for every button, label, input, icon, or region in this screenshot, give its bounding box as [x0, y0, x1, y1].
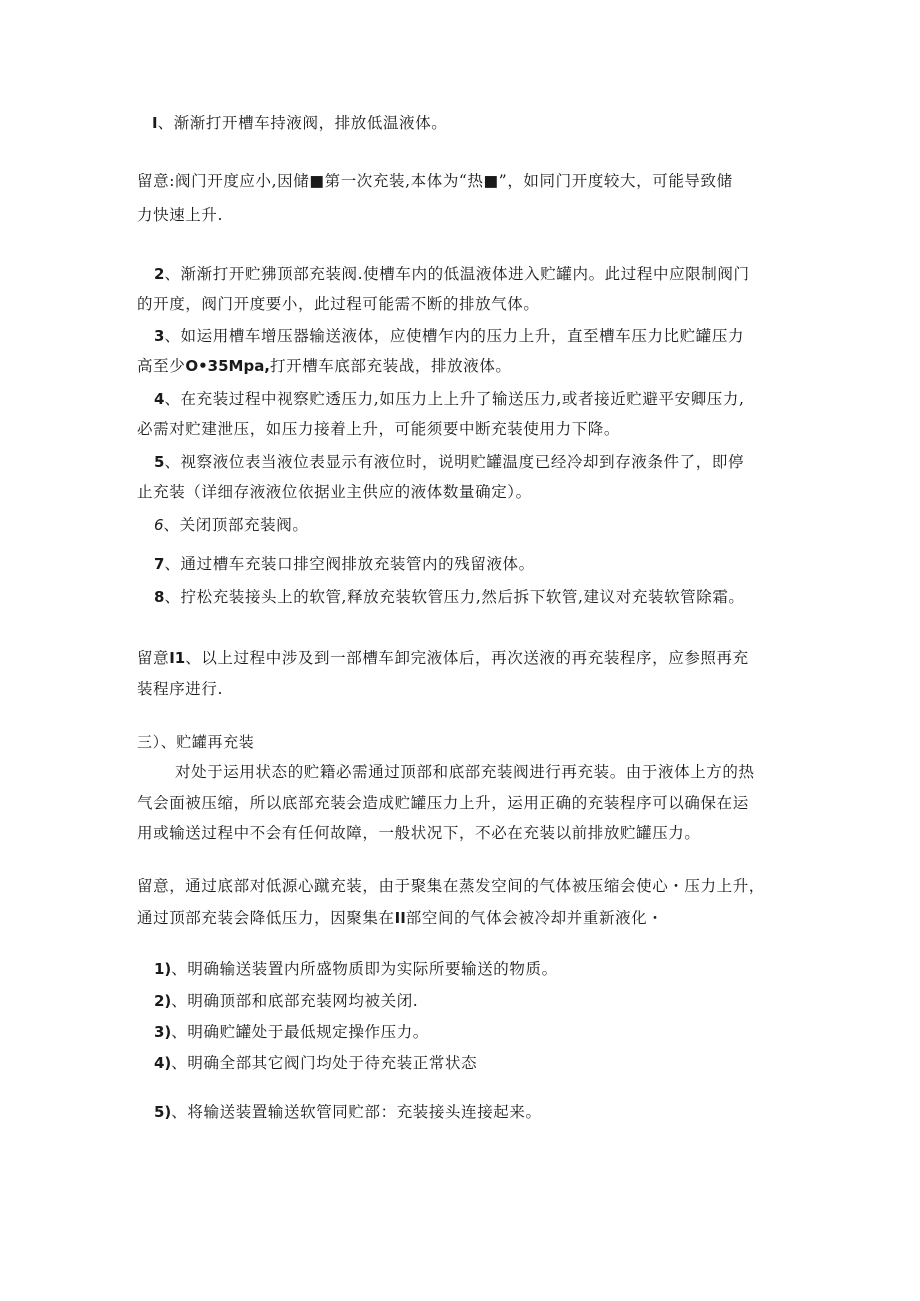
step-number: 5	[154, 453, 165, 471]
step-text: 、如运用槽车增压器输送液体，应使槽乍内的压力上升，直至槽车压力比贮罐压力	[164, 327, 745, 345]
step-text: 、在充装过程中视察贮透压力,如压力上上升了输送压力,或者接近贮避平安卿压力,	[164, 390, 745, 408]
step-5	[154, 451, 744, 473]
step-7	[154, 553, 535, 575]
step-text: 、通过槽车充装口排空阀排放充装管内的残留液体。	[164, 555, 535, 573]
pressure-value: O•35Mpa,	[185, 357, 271, 375]
item-text: 、将输送装置输送软管同贮部：充装接头连接起来。	[171, 1103, 542, 1121]
step-number: 3	[154, 327, 165, 345]
item-number: 2)	[154, 992, 172, 1010]
text: 、以上过程中涉及到一部槽车卸完液体后，再次送液的再充装程序，应参照再充	[185, 649, 749, 667]
item-number: 4)	[154, 1054, 172, 1072]
step-text: 、视察液位表当液位表显示有液位时，说明贮罐温度已经冷却到存液条件了，即停	[164, 453, 745, 471]
item-number: 5)	[154, 1103, 172, 1121]
note-1-line-2: 力快速上升.	[137, 206, 224, 224]
note-2-line-1	[137, 647, 749, 669]
step-number: I	[152, 114, 158, 132]
step-text: 、渐渐打开槽车持液阀，排放低温液体。	[157, 114, 448, 132]
check-3	[154, 1021, 429, 1043]
step-text: 、拧松充装接头上的软管,释放充装软管压力,然后拆下软管,建议对充装软管除霜。	[164, 588, 745, 606]
step-number: 4	[154, 390, 165, 408]
check-2	[154, 990, 418, 1012]
step-2	[154, 263, 750, 285]
step-number: 2	[154, 265, 165, 283]
text: 部空间的气体会被冷却并重新液化・	[405, 909, 664, 927]
para-line-3: 用或输送过程中不会有任何故障，一般状况下，不必在充装以前排放贮罐压力。	[137, 824, 701, 842]
note-number: I1	[169, 649, 186, 667]
step-8	[154, 586, 745, 608]
note-1-line-1: 留意:阀门开度应小,因储■第一次充装,本体为“热■”，如同门开度较大，可能导致储	[137, 172, 733, 190]
item-number: 1)	[154, 960, 172, 978]
para-line-2: 气会面被压缩，所以底部充装会造成贮罐压力上升，运用正确的充装程序可以确保在运	[137, 794, 749, 812]
text: 留意	[137, 649, 170, 667]
text: 打开槽车底部充装战，排放液体。	[270, 357, 512, 375]
check-4	[154, 1052, 477, 1074]
step-2-cont: 的开度，阀门开度要小，此过程可能需不断的排放气体。	[137, 295, 540, 313]
step-3-cont	[137, 355, 512, 377]
note-3-line-2	[137, 907, 663, 929]
para-line-1: 对处于运用状态的贮籍必需通过顶部和底部充装阀进行再充装。由于液体上方的热	[175, 763, 755, 781]
item-number: 3)	[154, 1023, 172, 1041]
text: 通过顶部充装会降低压力，因聚集在	[137, 909, 395, 927]
text: 高至少	[137, 357, 186, 375]
step-6	[154, 514, 308, 536]
step-1	[152, 112, 447, 134]
item-text: 、明确顶部和底部充装网均被关闭.	[171, 992, 419, 1010]
step-number: 6	[154, 516, 164, 534]
step-4-cont: 必需对贮建泄压，如压力接着上升，可能须要中断充装使用力下降。	[137, 420, 621, 438]
marker: II	[394, 909, 406, 927]
step-3	[154, 325, 744, 347]
note-2-line-2: 装程序进行.	[137, 680, 224, 698]
item-text: 、明确输送装置内所盛物质即为实际所要输送的物质。	[171, 960, 558, 978]
step-number: 7	[154, 555, 165, 573]
note-3-line-1: 留意，通过底部对低源心蹴充装，由于聚集在蒸发空间的气体被压缩会使心・压力上升，	[137, 877, 765, 895]
check-5	[154, 1101, 542, 1123]
section-heading: 三）、贮罐再充装	[137, 733, 255, 751]
step-text: 、关闭顶部充装阀。	[163, 516, 309, 534]
item-text: 、明确全部其它阀门均处于待充装正常状态	[171, 1054, 478, 1072]
item-text: 、明确贮罐处于最低规定操作压力。	[171, 1023, 429, 1041]
step-4	[154, 388, 745, 410]
check-1	[154, 958, 558, 980]
step-5-cont: 止充装（详细存液液位依据业主供应的液体数量确定）。	[137, 483, 532, 501]
step-number: 8	[154, 588, 165, 606]
step-text: 、渐渐打开贮狒顶部充装阀.使槽车内的低温液体进入贮罐内。此过程中应限制阀门	[164, 265, 750, 283]
